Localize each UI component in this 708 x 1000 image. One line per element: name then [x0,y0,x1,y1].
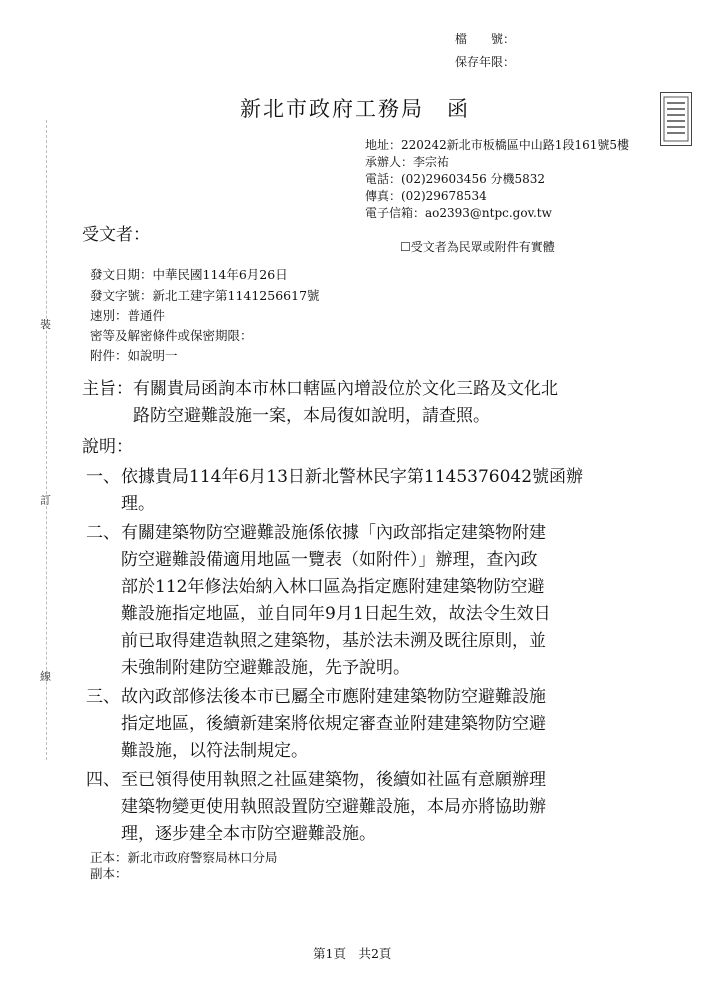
stamp-pattern-icon [662,95,690,143]
item-line: 指定地區，後續新建案將依規定審查並附建建築物防空避 [121,714,546,734]
main-recipient: 正本：新北市政府警察局林口分局 [90,850,278,865]
item-line: 至已領得使用執照之社區建築物，後續如社區有意願辦理 [121,770,546,790]
item-line: 部於112年修法始納入林口區為指定應附建建築物防空避 [121,577,545,597]
fax-line: 傳真：(02)29678534 [365,189,487,203]
item-number: 一、 [86,467,120,487]
file-number-label: 檔 號： [455,32,516,46]
binding-mark-bottom: 線 [40,670,51,683]
item-line: 有關建築物防空避難設施係依據「內政部指定建築物附建 [121,523,546,543]
item-line: 前已取得建造執照之建築物，基於法未溯及既往原則，並 [121,631,546,651]
secrecy-level: 密等及解密條件或保密期限： [90,328,253,343]
handler-line: 承辦人：李宗祐 [365,155,450,169]
item-line: 理，逐步建全本市防空避難設施。 [121,824,376,844]
subject-line-1: 主旨：有關貴局函詢本市林口轄區內增設位於文化三路及文化北 [82,379,558,399]
item-line: 防空避難設備適用地區一覽表（如附件）」辦理，查內政 [121,550,538,570]
item-line: 未強制附建防空避難設施，先予說明。 [121,658,410,678]
document-number: 發文字號：新北工建字第1141256617號 [90,288,320,303]
address-line: 地址：220242新北市板橋區中山路1段161號5樓 [365,138,629,152]
delivery-speed: 速別：普通件 [90,308,166,323]
item-line: 難設施，以符法制規定。 [121,741,308,761]
page-number: 第1頁 共2頁 [313,946,392,961]
notice-checkbox[interactable]: ☐ [400,240,411,254]
attachment-line: 附件：如說明一 [90,348,178,363]
item-number: 四、 [86,770,120,790]
issue-date: 發文日期：中華民國114年6月26日 [90,267,288,282]
recipient-label: 受文者： [82,225,150,245]
explanation-label: 說明： [82,437,133,457]
document-title: 新北市政府工務局 函 [240,97,470,121]
item-line: 故內政部修法後本市已屬全市應附建建築物防空避難設施 [121,687,546,707]
binding-guide-line [46,120,47,760]
subject-line-2: 路防空避難設施一案，本局復如說明，請查照。 [133,406,490,426]
public-notice [400,238,555,255]
item-line: 難設施指定地區，並自同年9月1日起生效，故法令生效日 [121,604,551,624]
item-line: 理。 [121,494,155,514]
item-number: 三、 [86,687,120,707]
item-number: 二、 [86,523,120,543]
item-line: 依據貴局114年6月13日新北警林民字第1145376042號函辦 [121,467,584,487]
email-line: 電子信箱：ao2393@ntpc.gov.tw [365,206,552,220]
item-line: 建築物變更使用執照設置防空避難設施，本局亦將協助辦 [121,797,546,817]
retention-period-label: 保存年限： [455,55,516,69]
cc-recipient: 副本： [90,866,128,881]
verification-stamp [660,92,692,146]
binding-mark-top: 裝 [40,318,51,331]
notice-text: 受文者為民眾或附件有實體 [410,240,555,254]
binding-mark-middle: 訂 [40,494,51,507]
phone-line: 電話：(02)29603456 分機5832 [365,172,546,186]
